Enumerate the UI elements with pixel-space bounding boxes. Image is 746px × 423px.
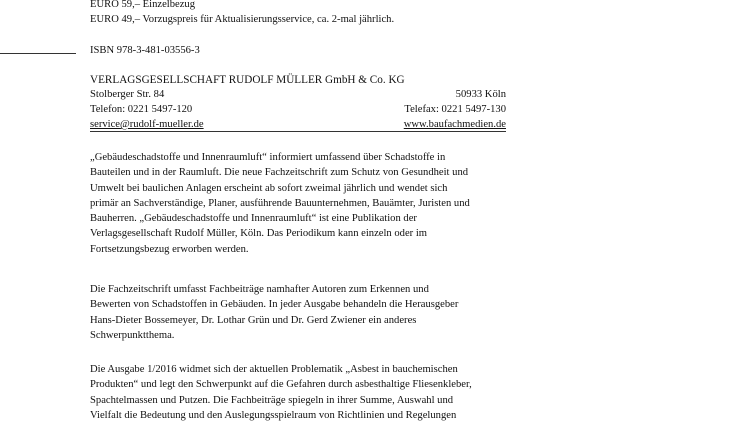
price-subscription: EURO 49,– Vorzugspreis für Aktualisierungsservice, ca. 2-mal jährlich. bbox=[90, 14, 395, 25]
paragraph-line: Vielfalt die Bedeutung und den Auslegungsspielraum von Richtlinien und Regelungen bbox=[90, 409, 457, 421]
publisher-web[interactable]: www.baufachmedien.de bbox=[403, 119, 506, 130]
paragraph-issue bbox=[90, 362, 560, 423]
publisher-email[interactable]: service@rudolf-mueller.de bbox=[90, 119, 204, 130]
paragraph-line: Produkten“ und legt den Schwerpunkt auf die Gefahren durch asbesthaltige Fliesenkleber, bbox=[90, 379, 472, 391]
contact-underline bbox=[90, 131, 506, 132]
publisher-fax: Telefax: 0221 5497-130 bbox=[404, 104, 506, 115]
paragraph-line: Bewerten von Schadstoffen in Gebäuden. In jeder Ausgabe behandeln die Herausgeber bbox=[90, 299, 459, 311]
isbn-rule bbox=[0, 53, 76, 54]
publisher-phone: Telefon: 0221 5497-120 bbox=[90, 104, 193, 115]
paragraph-line: Die Ausgabe 1/2016 widmet sich der aktuellen Problematik „Asbest in bauchemischen bbox=[90, 364, 458, 375]
paragraph-line: Verlagsgesellschaft Rudolf Müller, Köln. Das Periodikum kann einzeln oder im bbox=[90, 228, 428, 240]
paragraph-line: Spachtelmassen und Putzen. Die Fachbeiträge spiegeln in ihrer Summe, Auswahl und bbox=[90, 394, 454, 406]
paragraph-authors bbox=[90, 282, 560, 343]
paragraph-line: Hans-Dieter Bossemeyer, Dr. Lothar Grün und Dr. Gerd Zwiener ein anderes bbox=[90, 314, 417, 326]
paragraph-line: Fortsetzungsbezug erworben werden. bbox=[90, 243, 249, 255]
paragraph-line: „Gebäudeschadstoffe und Innenraumluft“ informiert umfassend über Schadstoffe in bbox=[90, 152, 446, 163]
paragraph-intro bbox=[90, 150, 560, 257]
paragraph-line: Bauteilen und in der Raumluft. Die neue Fachzeitschrift zum Schutz von Gesundheit und bbox=[90, 167, 469, 179]
paragraph-line: primär an Sachverständige, Planer, ausführende Bauunternehmen, Bauämter, Juristen und bbox=[90, 197, 470, 209]
paragraph-line: Bauherren. „Gebäudeschadstoffe und Innenraumluft“ ist eine Publikation der bbox=[90, 213, 417, 225]
paragraph-line: Schwerpunktthema. bbox=[90, 329, 175, 341]
paragraph-line: Die Fachzeitschrift umfasst Fachbeiträge namhafter Autoren zum Erkennen und bbox=[90, 284, 429, 295]
isbn: ISBN 978-3-481-03556-3 bbox=[90, 45, 200, 56]
publisher-street: Stolberger Str. 84 bbox=[90, 89, 165, 100]
price-single: EURO 59,– Einzelbezug bbox=[90, 0, 196, 10]
publisher-city: 50933 Köln bbox=[455, 89, 506, 100]
paragraph-line: Umwelt bei baulichen Anlagen erscheint ab sofort zweimal jährlich und wendet sich bbox=[90, 182, 448, 194]
publisher-name: VERLAGSGESELLSCHAFT RUDOLF MÜLLER GmbH & Co. KG bbox=[90, 74, 405, 86]
